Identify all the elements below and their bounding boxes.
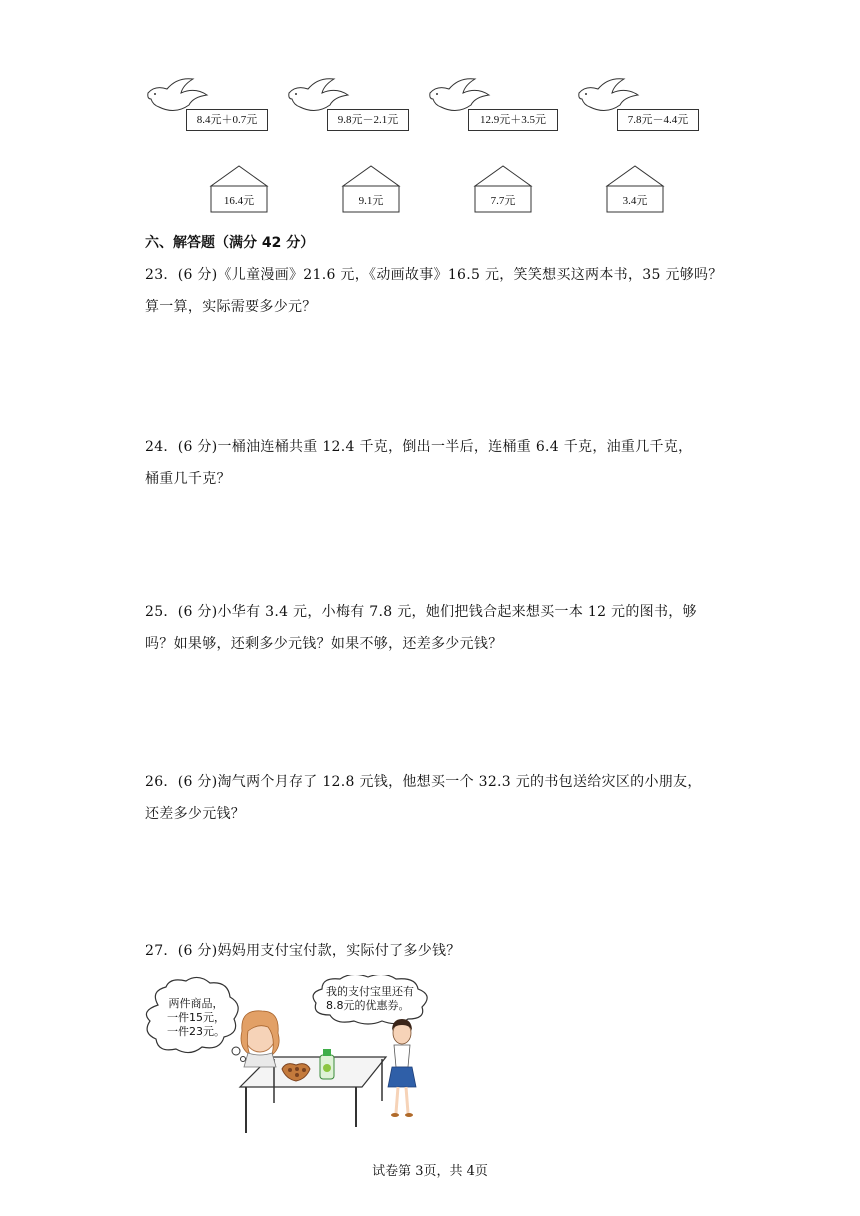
question-line: 23．(6 分)《儿童漫画》21.6 元，《动画故事》16.5 元，笑笑想买这两本书，35 元够吗？	[145, 267, 723, 283]
bubble-line: 8.8元的优惠券。	[326, 999, 410, 1012]
bubble-line: 我的支付宝里还有	[326, 985, 414, 998]
bird-expression-box: 12.9元＋3.5元	[468, 109, 558, 131]
question-line: 算一算，实际需要多少元？	[145, 299, 317, 315]
bubble-line: 一件15元，	[167, 1011, 225, 1024]
payment-illustration	[140, 975, 470, 1140]
question-line: 26．(6 分)淘气两个月存了 12.8 元钱，他想买一个 32.3 元的书包送给灾区的小朋友，	[145, 774, 702, 790]
house-value: 9.1元	[358, 195, 384, 207]
question-line: 25．(6 分)小华有 3.4 元，小梅有 7.8 元，她们把钱合起来想买一本 12 元的图书，够	[145, 604, 697, 620]
house-value: 16.4元	[223, 195, 255, 207]
bubble-line: 一件23元。	[167, 1025, 225, 1038]
bird-expression-box: 8.4元＋0.7元	[186, 109, 268, 131]
question-26	[145, 766, 725, 830]
right-speech-bubble	[326, 985, 426, 1013]
section-title: 六、解答题（满分 42 分）	[145, 235, 315, 251]
house-value: 7.7元	[490, 195, 516, 207]
bird-expression-box: 9.8元－2.1元	[327, 109, 409, 131]
question-line: 27．(6 分)妈妈用支付宝付款，实际付了多少钱？	[145, 943, 461, 959]
bird-expression-box: 7.8元－4.4元	[617, 109, 699, 131]
question-23	[145, 259, 725, 323]
question-line: 桶重几千克？	[145, 471, 231, 487]
page-footer: 试卷第 3页，共 4页	[372, 1164, 488, 1179]
question-line: 吗？如果够，还剩多少元钱？如果不够，还差多少元钱？	[145, 636, 503, 652]
question-25	[145, 596, 725, 660]
question-27	[145, 935, 725, 967]
house-value: 3.4元	[622, 195, 648, 207]
left-speech-bubble	[160, 997, 232, 1039]
bubble-line: 两件商品，	[168, 997, 224, 1010]
question-line: 24．(6 分)一桶油连桶共重 12.4 千克，倒出一半后，连桶重 6.4 千克，油重几千克，	[145, 439, 693, 455]
question-line: 还差多少元钱？	[145, 806, 246, 822]
question-24	[145, 431, 725, 495]
